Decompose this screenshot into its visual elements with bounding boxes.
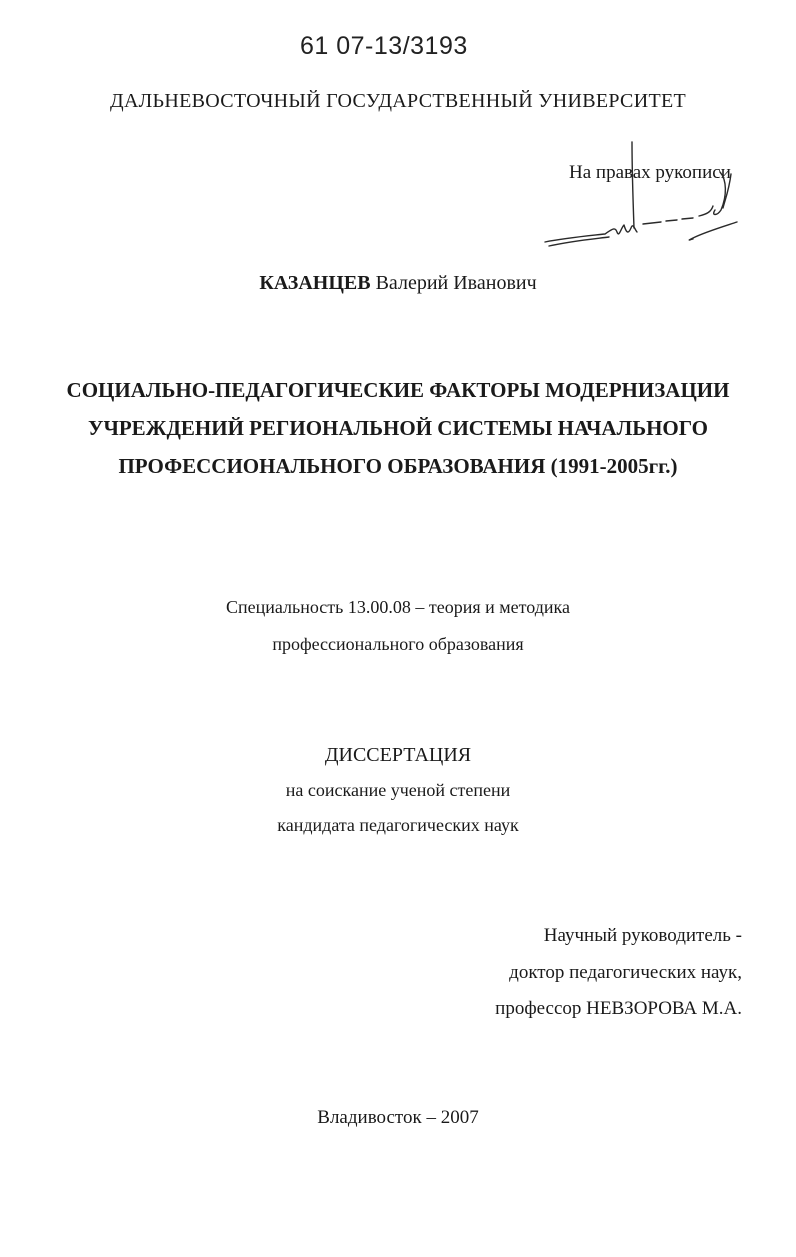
author-surname: КАЗАНЦЕВ [259,272,371,294]
manuscript-rights-note: На правах рукописи [569,162,731,183]
supervisor-name: профессор НЕВЗОРОВА М.А. [495,998,742,1019]
place-and-year: Владивосток – 2007 [317,1107,479,1128]
university-name: ДАЛЬНЕВОСТОЧНЫЙ ГОСУДАРСТВЕННЫЙ УНИВЕРСИТЕТ [110,90,686,112]
thesis-title-line-1: СОЦИАЛЬНО-ПЕДАГОГИЧЕСКИЕ ФАКТОРЫ МОДЕРНИЗАЦИИ [66,378,730,402]
thesis-title-line-2: УЧРЕЖДЕНИЙ РЕГИОНАЛЬНОЙ СИСТЕМЫ НАЧАЛЬНОГО [88,416,708,440]
author-given-names: Валерий Иванович [375,272,537,294]
degree-line-2: кандидата педагогических наук [277,815,519,835]
supervisor-degree: доктор педагогических наук, [509,962,742,983]
handwritten-signature-icon [535,140,755,260]
dissertation-heading: ДИССЕРТАЦИЯ [324,744,472,766]
archive-stamp-code: 61 07-13/3193 [300,32,468,60]
thesis-title-line-3: ПРОФЕССИОНАЛЬНОГО ОБРАЗОВАНИЯ (1991-2005гг.) [118,454,678,478]
specialty-line-1: Специальность 13.00.08 – теория и методика [225,597,571,617]
supervisor-role: Научный руководитель - [543,925,742,946]
author-name [0,272,796,295]
degree-line-1: на соискание ученой степени [285,780,511,800]
specialty-line-2: профессионального образования [272,634,524,654]
